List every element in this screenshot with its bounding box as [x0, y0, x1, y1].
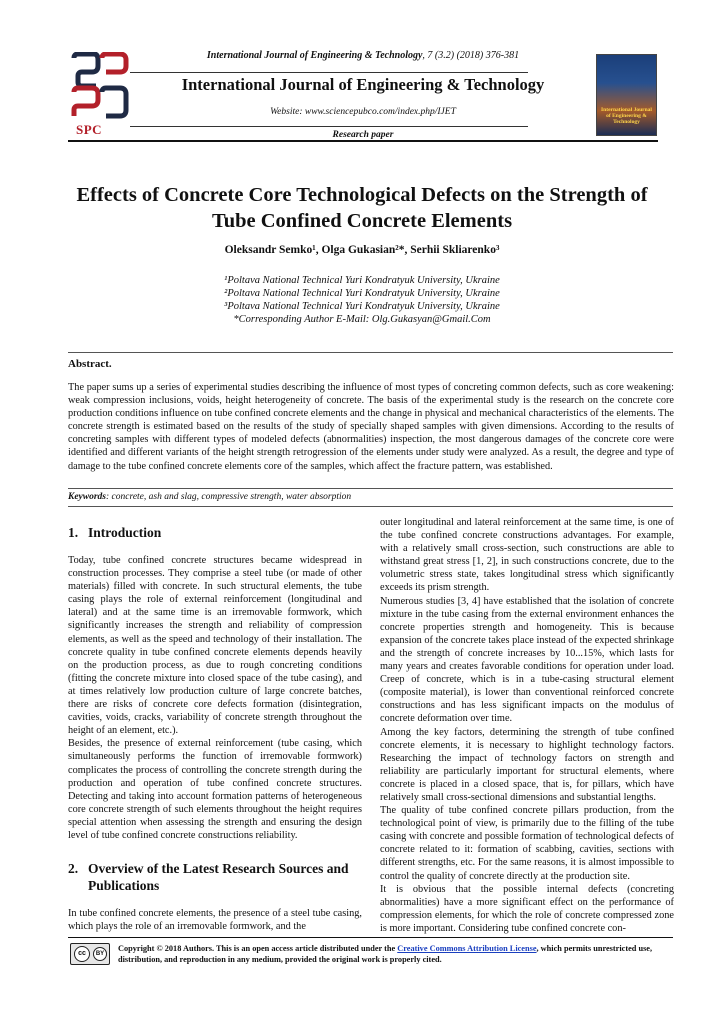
header-divider-middle: [130, 126, 528, 127]
paper-title: Effects of Concrete Core Technological Defects on the Strength of Tube Confined Concrete Elements: [76, 184, 648, 232]
section-number: 1.: [68, 525, 79, 540]
spc-logo-text: SPC: [76, 122, 103, 137]
affiliations: [60, 274, 664, 326]
affiliation-3: ³Poltava National Technical Yuri Kondratyuk University, Ukraine: [224, 301, 500, 312]
affiliation-2: ²Poltava National Technical Yuri Kondratyuk University, Ukraine: [224, 288, 500, 299]
keywords: [68, 492, 351, 502]
paragraph: outer longitudinal and lateral reinforcement at the same time, is one of the tube confined concrete constructions advantages. For example, with a relatively small cross-section, such constructions are able to withstand great stress [1, 2], in such constructions concrete, due to the volumetric stress state, takes longitudinal stress which significantly exceeds its prism strength.: [380, 517, 674, 594]
paper-type: Research paper: [332, 130, 394, 140]
copyright-pre: Copyright © 2018 Authors. This is an open access article distributed under the: [118, 944, 398, 953]
paragraph: It is obvious that the possible internal defects (concreting abnormalities) have a more significant effect on the performance of compression elements, for which the role of concrete compressed zone is more important. Considering tube confined concrete con-: [380, 883, 674, 934]
journal-header: [68, 50, 658, 138]
journal-cover-image: [596, 54, 657, 136]
journal-title: International Journal of Engineering & Technology: [181, 75, 545, 94]
copyright-notice: [118, 943, 674, 965]
copyright-post: , which permits unrestricted use, distribution, and reproduction in any medium, provided the original work is properly cited.: [118, 944, 653, 964]
footer-divider: [68, 937, 673, 938]
section-title: Introduction: [88, 525, 162, 540]
keywords-text: : concrete, ash and slag, compressive strength, water absorption: [106, 492, 352, 502]
journal-website[interactable]: Website: www.sciencepubco.com/index.php/IJET: [270, 107, 456, 117]
creative-commons-badge: [70, 943, 110, 965]
abstract-body: The paper sums up a series of experimental studies describing the influence of most types of concreting common defects, such as core weakening: weak compression inclusions, voids, height heterogeneity of concrete. The basis of the experimental study is the research on the concrete core production conditions influence on tube confined concrete elements and the change in physical and mechanical characteristics of the elements. The concrete strength is estimated based on the results of the study of specially shaped samples with given dimensions. According to the results of concreting samples with different types of modeled defects (abnormalities) inspection, the most dangerous damages of the concrete core were identified and different variants of the height strength retrogression of the elements under study were analyzed. As a result, the degree and type of damage to the tube confined concrete elements core of the samples, which affect the fracture pattern, was established.: [68, 382, 674, 472]
section-heading-introduction: [68, 524, 362, 541]
paragraph: The quality of tube confined concrete pillars production, from the technological point of view, is primarily due to the filling of the tube casing with concrete and possible formation of technological defects of concrete related to it: formation of scabbing, cavities, sections with different strengths, etc. For the same reasons, it is almost impossible to control the quality of concrete directly at the production site.: [380, 805, 674, 882]
section-title: Overview of the Latest Research Sources and Publications: [88, 861, 349, 894]
corresponding-author: *Corresponding Author E-Mail: Olg.Gukasyan@Gmail.Com: [233, 314, 491, 325]
paragraph: Numerous studies [3, 4] have established that the isolation of concrete mixture in the tube casing from the external environment enhances the concrete properties strength and homogeneity. This is because expansion of the concrete takes place instead of the expected shrinkage and the strength of concrete increases by 10...15%, which lasts for many years and creates favorable conditions for operation under load. Creep of concrete, which is in a tube-casing structural element (composite material), is lower than conventional reinforced concrete constructions and has less significant impacts on the modulus of concrete deformation over time.: [380, 595, 674, 725]
paragraph: In tube confined concrete elements, the presence of a steel tube casing, which plays the role of an irremovable formwork, and the: [68, 908, 362, 933]
abstract-heading: Abstract.: [68, 358, 112, 370]
journal-cover-title: International Journal of Engineering & Technology: [601, 107, 652, 125]
paragraph: Today, tube confined concrete structures became widespread in construction processes. They comprise a steel tube (or made of other materials) filled with concrete. In such structural elements, the tube casing plays the role of external reinforcement (longitudinal and lateral) and at the same time is an irremovable formwork, which significantly increases the strength and reliability of compression elements, as well as the speed and technology of their installation. The concrete quality in tube confined concrete elements depends heavily on the production process, as due to rough concreting conditions (fitting the concrete mixture into closed space of the tube casing), and at times relatively low production culture of large concrete batches, there are risks of concrete core defects formation (disintegration, cavities, voids, cracks, variability of concrete strength throughout the height of an element, etc.).: [68, 555, 362, 737]
affiliation-1: ¹Poltava National Technical Yuri Kondratyuk University, Ukraine: [224, 275, 500, 286]
spc-logo: [68, 52, 130, 138]
abstract-divider-top: [68, 352, 673, 353]
body-column-right: [380, 516, 674, 935]
journal-citation-name: International Journal of Engineering & Technology: [206, 50, 423, 61]
body-column-left: [68, 516, 362, 933]
section-number: 2.: [68, 861, 79, 877]
paragraph: Among the key factors, determining the strength of tube confined concrete elements, it is necessary to highlight technology factors. Researching the impact of technology factors on strength and reliability are particularly important for structural elements, where concrete is placed in a closed space, that is, for pillars, which have relatively small cross-sectional dimensions and substantial lengths.: [380, 726, 674, 803]
journal-citation-line: [68, 50, 658, 61]
abstract-divider-bottom: [68, 488, 673, 489]
journal-citation-volume: , 7 (3.2) (2018) 376-381: [422, 50, 520, 61]
paper-authors: Oleksandr Semko¹, Olga Gukasian²*, Serhii Skliarenko³: [224, 244, 500, 256]
section-heading-overview: [68, 860, 362, 894]
by-icon: BY: [93, 947, 107, 961]
keywords-label: Keywords: [68, 492, 106, 502]
cc-icon: cc: [74, 946, 90, 962]
header-divider-bottom: [68, 140, 658, 142]
header-divider-top: [130, 72, 528, 73]
keywords-divider: [68, 506, 673, 507]
license-link[interactable]: Creative Commons Attribution License: [397, 944, 537, 953]
paragraph: Besides, the presence of external reinforcement (tube casing, which simultaneously performs the function of irremovable formwork) complicates the process of controlling the concrete strength during the production and operation of tube confined concrete structures. Detecting and taking into account formation patterns of heterogeneous core concrete strength of such elements throughout the height requires special attention when assessing the strength and ensuring the design level of tube confined concrete constructions reliability.: [68, 738, 362, 841]
